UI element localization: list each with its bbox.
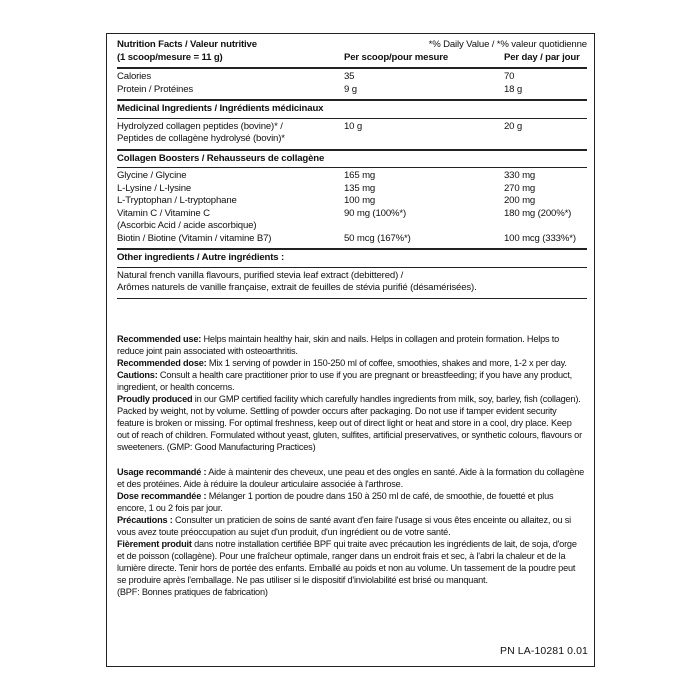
row-per-scoop: 135 mg: [344, 182, 376, 194]
table-row: [117, 208, 587, 221]
divider: [117, 298, 587, 299]
label: Fièrement produit: [117, 539, 192, 549]
label: Proudly produced: [117, 394, 193, 404]
other-ingredients-line: Natural french vanilla flavours, purified stevia leaf extract (debittered) /: [117, 269, 404, 281]
boosters-title: Collagen Boosters / Rehausseurs de collagène: [117, 152, 325, 164]
row-name: Vitamin C / Vitamine C: [117, 207, 210, 219]
row-per-day: 200 mg: [504, 195, 536, 206]
label: Recommended dose:: [117, 358, 207, 368]
row-per-scoop: 90 mg (100%*): [344, 207, 407, 219]
serving-size: (1 scoop/mesure = 11 g): [117, 51, 223, 63]
directions-text: [117, 333, 585, 598]
divider: [117, 99, 587, 101]
usage-recommande: [117, 466, 585, 490]
per-scoop-header: Per scoop/pour mesure: [344, 51, 449, 63]
row-per-day: 70: [504, 71, 515, 82]
row-per-scoop: 165 mg: [344, 170, 376, 181]
row-name: [117, 121, 344, 146]
medicinal-title: Medicinal Ingredients / Ingrédients médicinaux: [117, 103, 324, 114]
row-name: (Ascorbic Acid / acide ascorbique): [117, 220, 257, 231]
label: Dose recommandée :: [117, 491, 207, 501]
text: Consulter un praticien de soins de santé avant d'en faire l'usage si vous êtes enceinte ou allaitez, ou si vous avez toute préoccupation au sujet d'un produit, d'un ingrédient ou de votre santé.: [117, 515, 571, 537]
row-name: Biotin / Biotine (Vitamin / vitamine B7): [117, 232, 272, 244]
row-name-line: Peptides de collagène hydrolysé (bovin)*: [117, 133, 285, 144]
table-row: [117, 220, 587, 233]
row-name: L-Tryptophan / L-tryptophane: [117, 195, 237, 206]
row-per-scoop: 35: [344, 71, 355, 82]
facts-column-header: [117, 52, 587, 65]
produced-statement: [117, 393, 585, 453]
text: in our GMP certified facility which carefully handles ingredients from milk, soy, barley, fish (collagen). Packed by weight, not by volume. Settling of powder occurs after packaging. Do not use if tamper evident security feature is broken or missing. For optimal freshness, keep out of direct light or heat and store in a cool, dry place. Keep out of reach of children. Formulated without yeast, gluten, sulfites, artificial preservatives, or synthetic colours, flavours or sweeteners. (GMP: Good Manufacturing Practices): [117, 394, 582, 452]
facts-header-row: [117, 39, 587, 52]
text: Helps maintain healthy hair, skin and nails. Helps in collagen and protein formation. Helps to reduce joint pain associated with osteoarthritis.: [117, 334, 560, 356]
facts-title: Nutrition Facts / Valeur nutritive: [117, 39, 257, 50]
bpf-note: (BPF: Bonnes pratiques de fabrication): [117, 587, 268, 597]
other-ingredients-title: Other ingredients / Autre ingrédients :: [117, 252, 285, 263]
divider: [117, 267, 587, 268]
row-per-day: 180 mg (200%*): [504, 207, 572, 219]
text: Mélanger 1 portion de poudre dans 150 à 250 ml de café, de smoothie, de fouetté et plus encore, 1 ou 2 fois par jour.: [117, 491, 554, 513]
text: Aide à maintenir des cheveux, une peau et des ongles en santé. Aide à la formation du collagène et des protéines. Aide à réduire la douleur articulaire associée à l'arthrose.: [117, 467, 585, 489]
daily-value-note: *% Daily Value / *% valeur quotidienne: [428, 39, 587, 50]
table-row: [117, 170, 587, 183]
divider: [117, 167, 587, 168]
row-name: Calories: [117, 71, 151, 82]
row-name: L-Lysine / L-lysine: [117, 182, 192, 194]
row-per-day: 18 g: [504, 83, 523, 95]
text: dans notre installation certifiée BPF qui traite avec précaution les ingrédients de lait, de soja, d'orge et de poisson (collagène). Pour une fraîcheur optimale, ranger dans un endroit frais et sec, à l'abri la chaleur et de la lumière directe. Tenir hors de portée des enfants. Emballé au poids et non au volume. Un tassement de la poudre peut se produire après l'emballage. Ne pas utiliser si le dispositif d'inviolabilité est brisé ou manquant.: [117, 539, 577, 585]
row-per-scoop: 50 mcg (167%*): [344, 232, 411, 244]
row-name: Glycine / Glycine: [117, 170, 187, 181]
row-per-day: [504, 220, 587, 233]
french-directions: [117, 466, 585, 598]
table-row: [117, 195, 587, 208]
label: Usage recommandé :: [117, 467, 207, 477]
per-day-header: Per day / par jour: [504, 51, 580, 63]
nutrition-facts-table: [117, 39, 587, 301]
table-row: [117, 71, 587, 84]
precautions: [117, 514, 585, 538]
fierement-produit: [117, 538, 585, 586]
cautions: [117, 369, 585, 393]
row-per-day: 330 mg: [504, 170, 536, 181]
other-ingredients-line: Arômes naturels de vanille française, extrait de feuilles de stévia purifié (désamérisées).: [117, 282, 477, 293]
divider: [117, 118, 587, 119]
row-per-day: 100 mcg (333%*): [504, 232, 576, 244]
recommended-dose: [117, 357, 585, 369]
label: Précautions :: [117, 515, 173, 525]
divider: [117, 248, 587, 250]
dose-recommandee: [117, 490, 585, 514]
label: Recommended use:: [117, 334, 202, 344]
table-row: [117, 84, 587, 97]
divider: [117, 149, 587, 151]
label: Cautions:: [117, 370, 158, 380]
english-directions: [117, 333, 585, 453]
row-per-scoop: 9 g: [344, 83, 357, 95]
text: Consult a health care practitioner prior to use if you are pregnant or breastfeeding; if you have any product, ingredient, or health concerns.: [117, 370, 573, 392]
row-per-day: 270 mg: [504, 182, 536, 194]
table-row: [117, 121, 587, 146]
table-row: [117, 183, 587, 196]
row-per-scoop: 100 mg: [344, 195, 376, 206]
recommended-use: [117, 333, 585, 357]
row-per-day: 20 g: [504, 120, 523, 132]
part-number: PN LA-10281 0.01: [500, 645, 588, 657]
table-row: [117, 233, 587, 246]
row-name-line: Hydrolyzed collagen peptides (bovine)* /: [117, 120, 283, 132]
row-per-scoop: [344, 220, 504, 233]
text: Mix 1 serving of powder in 150-250 ml of coffee, smoothies, shakes and more, 1-2 x per day.: [208, 358, 567, 368]
row-name: Protein / Protéines: [117, 83, 194, 95]
row-per-scoop: 10 g: [344, 120, 363, 132]
divider: [117, 67, 587, 69]
